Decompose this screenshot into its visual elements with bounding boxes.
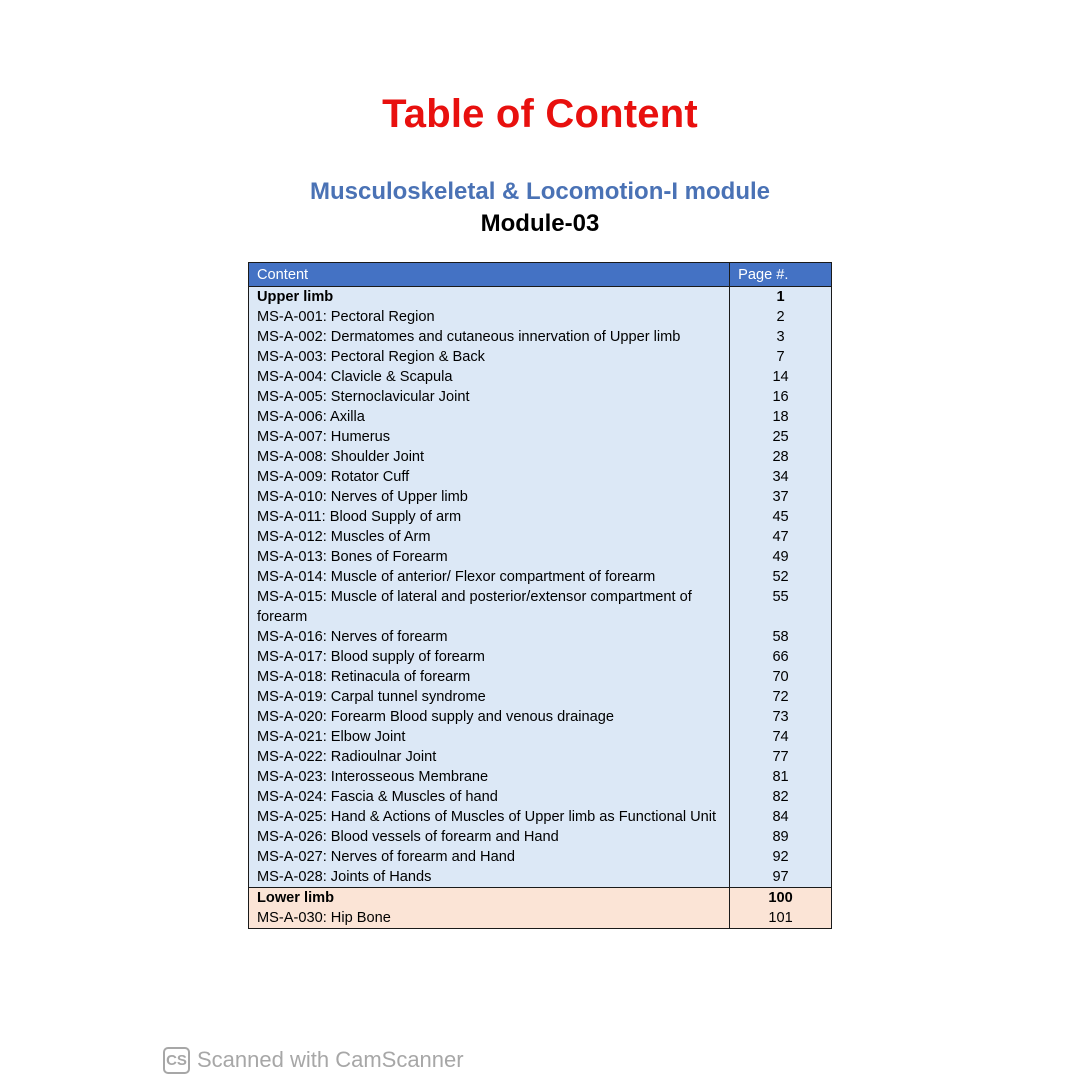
row-page: 1: [730, 287, 832, 308]
row-content: MS-A-013: Bones of Forearm: [249, 547, 730, 567]
row-content: MS-A-003: Pectoral Region & Back: [249, 347, 730, 367]
table-row: [249, 507, 832, 527]
row-content: MS-A-017: Blood supply of forearm: [249, 647, 730, 667]
table-row: [249, 727, 832, 747]
row-content: MS-A-027: Nerves of forearm and Hand: [249, 847, 730, 867]
table-row: [249, 447, 832, 467]
row-content: MS-A-023: Interosseous Membrane: [249, 767, 730, 787]
table-row: [249, 367, 832, 387]
row-page: 47: [730, 527, 832, 547]
row-content: MS-A-021: Elbow Joint: [249, 727, 730, 747]
table-row: [249, 908, 832, 929]
row-content: MS-A-026: Blood vessels of forearm and Hand: [249, 827, 730, 847]
table-row: [249, 627, 832, 647]
table-row: [249, 667, 832, 687]
row-page: 45: [730, 507, 832, 527]
section-heading-row: [249, 287, 832, 308]
row-content: MS-A-006: Axilla: [249, 407, 730, 427]
row-page: 74: [730, 727, 832, 747]
row-content: MS-A-019: Carpal tunnel syndrome: [249, 687, 730, 707]
upper-limb-section: [249, 287, 832, 888]
row-content: MS-A-015: Muscle of lateral and posterior/extensor compartment of forearm: [249, 587, 730, 627]
row-page: 73: [730, 707, 832, 727]
table-row: [249, 867, 832, 888]
table-row: [249, 467, 832, 487]
table-row: [249, 407, 832, 427]
row-page: 66: [730, 647, 832, 667]
row-content: MS-A-004: Clavicle & Scapula: [249, 367, 730, 387]
camscanner-logo-icon: CS: [163, 1047, 190, 1074]
camscanner-watermark: [163, 1042, 464, 1078]
table-row: [249, 307, 832, 327]
table-header-row: [249, 263, 832, 287]
row-page: 2: [730, 307, 832, 327]
row-page: 7: [730, 347, 832, 367]
row-page: 52: [730, 567, 832, 587]
table-row: [249, 567, 832, 587]
row-content: MS-A-005: Sternoclavicular Joint: [249, 387, 730, 407]
row-page: 92: [730, 847, 832, 867]
table-row: [249, 327, 832, 347]
row-page: 101: [730, 908, 832, 929]
table-row: [249, 387, 832, 407]
row-page: 58: [730, 627, 832, 647]
row-content: Upper limb: [249, 287, 730, 308]
row-content: MS-A-001: Pectoral Region: [249, 307, 730, 327]
row-content: MS-A-011: Blood Supply of arm: [249, 507, 730, 527]
row-content: MS-A-010: Nerves of Upper limb: [249, 487, 730, 507]
table-row: [249, 707, 832, 727]
row-content: MS-A-030: Hip Bone: [249, 908, 730, 929]
table-row: [249, 547, 832, 567]
table-row: [249, 647, 832, 667]
row-page: 3: [730, 327, 832, 347]
table-row: [249, 527, 832, 547]
table-row: [249, 807, 832, 827]
row-page: 49: [730, 547, 832, 567]
table-row: [249, 487, 832, 507]
row-page: 81: [730, 767, 832, 787]
row-page: 37: [730, 487, 832, 507]
row-content: MS-A-016: Nerves of forearm: [249, 627, 730, 647]
watermark-text: Scanned with CamScanner: [197, 1047, 464, 1072]
row-content: MS-A-002: Dermatomes and cutaneous innervation of Upper limb: [249, 327, 730, 347]
row-content: Lower limb: [249, 888, 730, 909]
row-content: MS-A-007: Humerus: [249, 427, 730, 447]
row-page: 82: [730, 787, 832, 807]
row-page: 89: [730, 827, 832, 847]
module-subtitle: Musculoskeletal & Locomotion-I module: [309, 178, 771, 205]
header-page: Page #.: [730, 263, 832, 287]
table-row: [249, 687, 832, 707]
module-number: Module-03: [480, 210, 600, 237]
row-content: MS-A-012: Muscles of Arm: [249, 527, 730, 547]
row-page: 14: [730, 367, 832, 387]
row-page: 28: [730, 447, 832, 467]
row-page: 72: [730, 687, 832, 707]
section-heading-row: [249, 888, 832, 909]
header-content: Content: [249, 263, 730, 287]
row-content: MS-A-028: Joints of Hands: [249, 867, 730, 888]
row-page: 77: [730, 747, 832, 767]
page-title: Table of Content: [382, 92, 698, 136]
table-row: [249, 347, 832, 367]
row-content: MS-A-008: Shoulder Joint: [249, 447, 730, 467]
table-row: [249, 747, 832, 767]
row-page: 25: [730, 427, 832, 447]
row-page: 100: [730, 888, 832, 909]
table-row: [249, 847, 832, 867]
row-page: 16: [730, 387, 832, 407]
row-page: 55: [730, 587, 832, 627]
row-content: MS-A-014: Muscle of anterior/ Flexor compartment of forearm: [249, 567, 730, 587]
row-content: MS-A-009: Rotator Cuff: [249, 467, 730, 487]
row-page: 18: [730, 407, 832, 427]
row-content: MS-A-018: Retinacula of forearm: [249, 667, 730, 687]
table-row: [249, 767, 832, 787]
row-page: 70: [730, 667, 832, 687]
row-content: MS-A-020: Forearm Blood supply and venous drainage: [249, 707, 730, 727]
row-page: 97: [730, 867, 832, 888]
table-row: [249, 827, 832, 847]
lower-limb-section: [249, 888, 832, 929]
row-content: MS-A-025: Hand & Actions of Muscles of Upper limb as Functional Unit: [249, 807, 730, 827]
row-content: MS-A-024: Fascia & Muscles of hand: [249, 787, 730, 807]
contents-table: [248, 262, 832, 929]
table-row: [249, 787, 832, 807]
row-page: 84: [730, 807, 832, 827]
row-content: MS-A-022: Radioulnar Joint: [249, 747, 730, 767]
row-page: 34: [730, 467, 832, 487]
table-row: [249, 587, 832, 627]
table-row: [249, 427, 832, 447]
